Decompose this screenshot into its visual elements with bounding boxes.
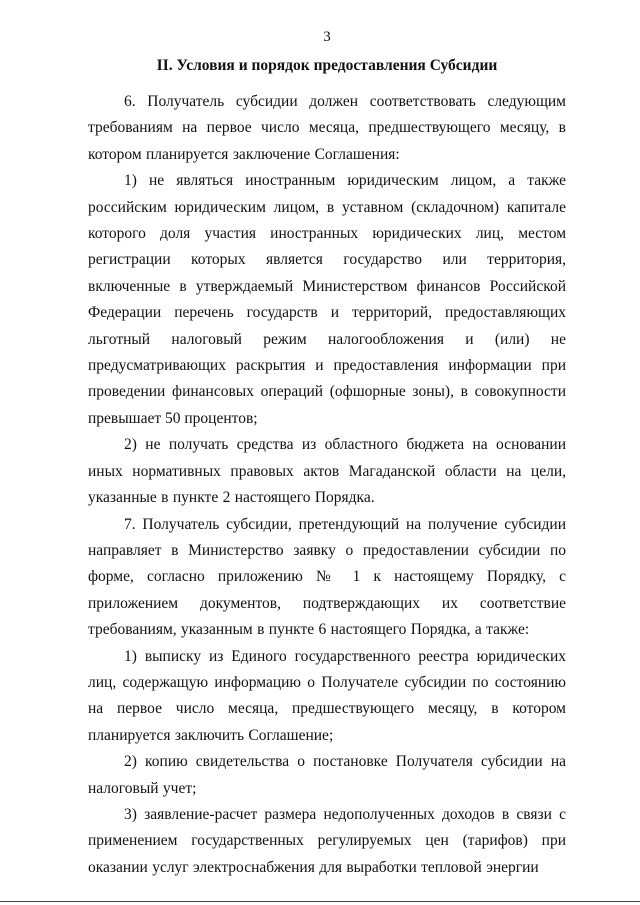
paragraph-6: 6. Получатель субсидии должен соответствовать следующим требованиям на первое число месяца, предшествующего месяцу, в котором планируется заключение Соглашения: — [88, 93, 566, 163]
document-page — [88, 28, 566, 881]
section-title: II. Условия и порядок предоставления Субсидии — [156, 57, 498, 74]
page-number: 3 — [323, 29, 331, 45]
paragraph-6-item-1: 1) не являться иностранным юридическим лицом, а также российским юридическим лицом, в уставном (складочном) капитале которого доля участия иностранных юридических лиц, местом регистрации которых является государство или территория, включенные в утверждаемый Министерством финансов Российской Федерации перечень государств и территорий, предоставляющих льготный налоговый режим налогообложения и (или) не предусматривающих раскрытия и предоставления информации при проведении финансовых операций (офшорные зоны), в совокупности превышает 50 процентов; — [88, 172, 566, 427]
paragraph-7-item-2: 2) копию свидетельства о постановке Получателя субсидии на налоговый учет; — [88, 753, 566, 797]
paragraph-7: 7. Получатель субсидии, претендующий на получение субсидии направляет в Министерство заявку о предоставлении субсидии по форме, согласно приложению № 1 к настоящему Порядку, с приложением документов, подтверждающих их соответствие требованиям, указанным в пункте 6 настоящего Порядка, а также: — [88, 515, 566, 639]
page-bottom-edge — [0, 901, 640, 902]
paragraph-7-item-3: 3) заявление-расчет размера недополученных доходов в связи с применением государственных регулируемых цен (тарифов) при оказании услуг электроснабжения для выработки тепловой энергии — [88, 805, 566, 876]
paragraph-6-item-2: 2) не получать средства из областного бюджета на основании иных нормативных правовых актов Магаданской области на цели, указанные в пункте 2 настоящего Порядка. — [88, 436, 566, 507]
paragraph-7-item-1: 1) выписку из Единого государственного реестра юридических лиц, содержащую информацию о Получателе субсидии по состоянию на первое число месяца, предшествующего месяцу, в котором планируется заключить Соглашение; — [88, 647, 566, 744]
